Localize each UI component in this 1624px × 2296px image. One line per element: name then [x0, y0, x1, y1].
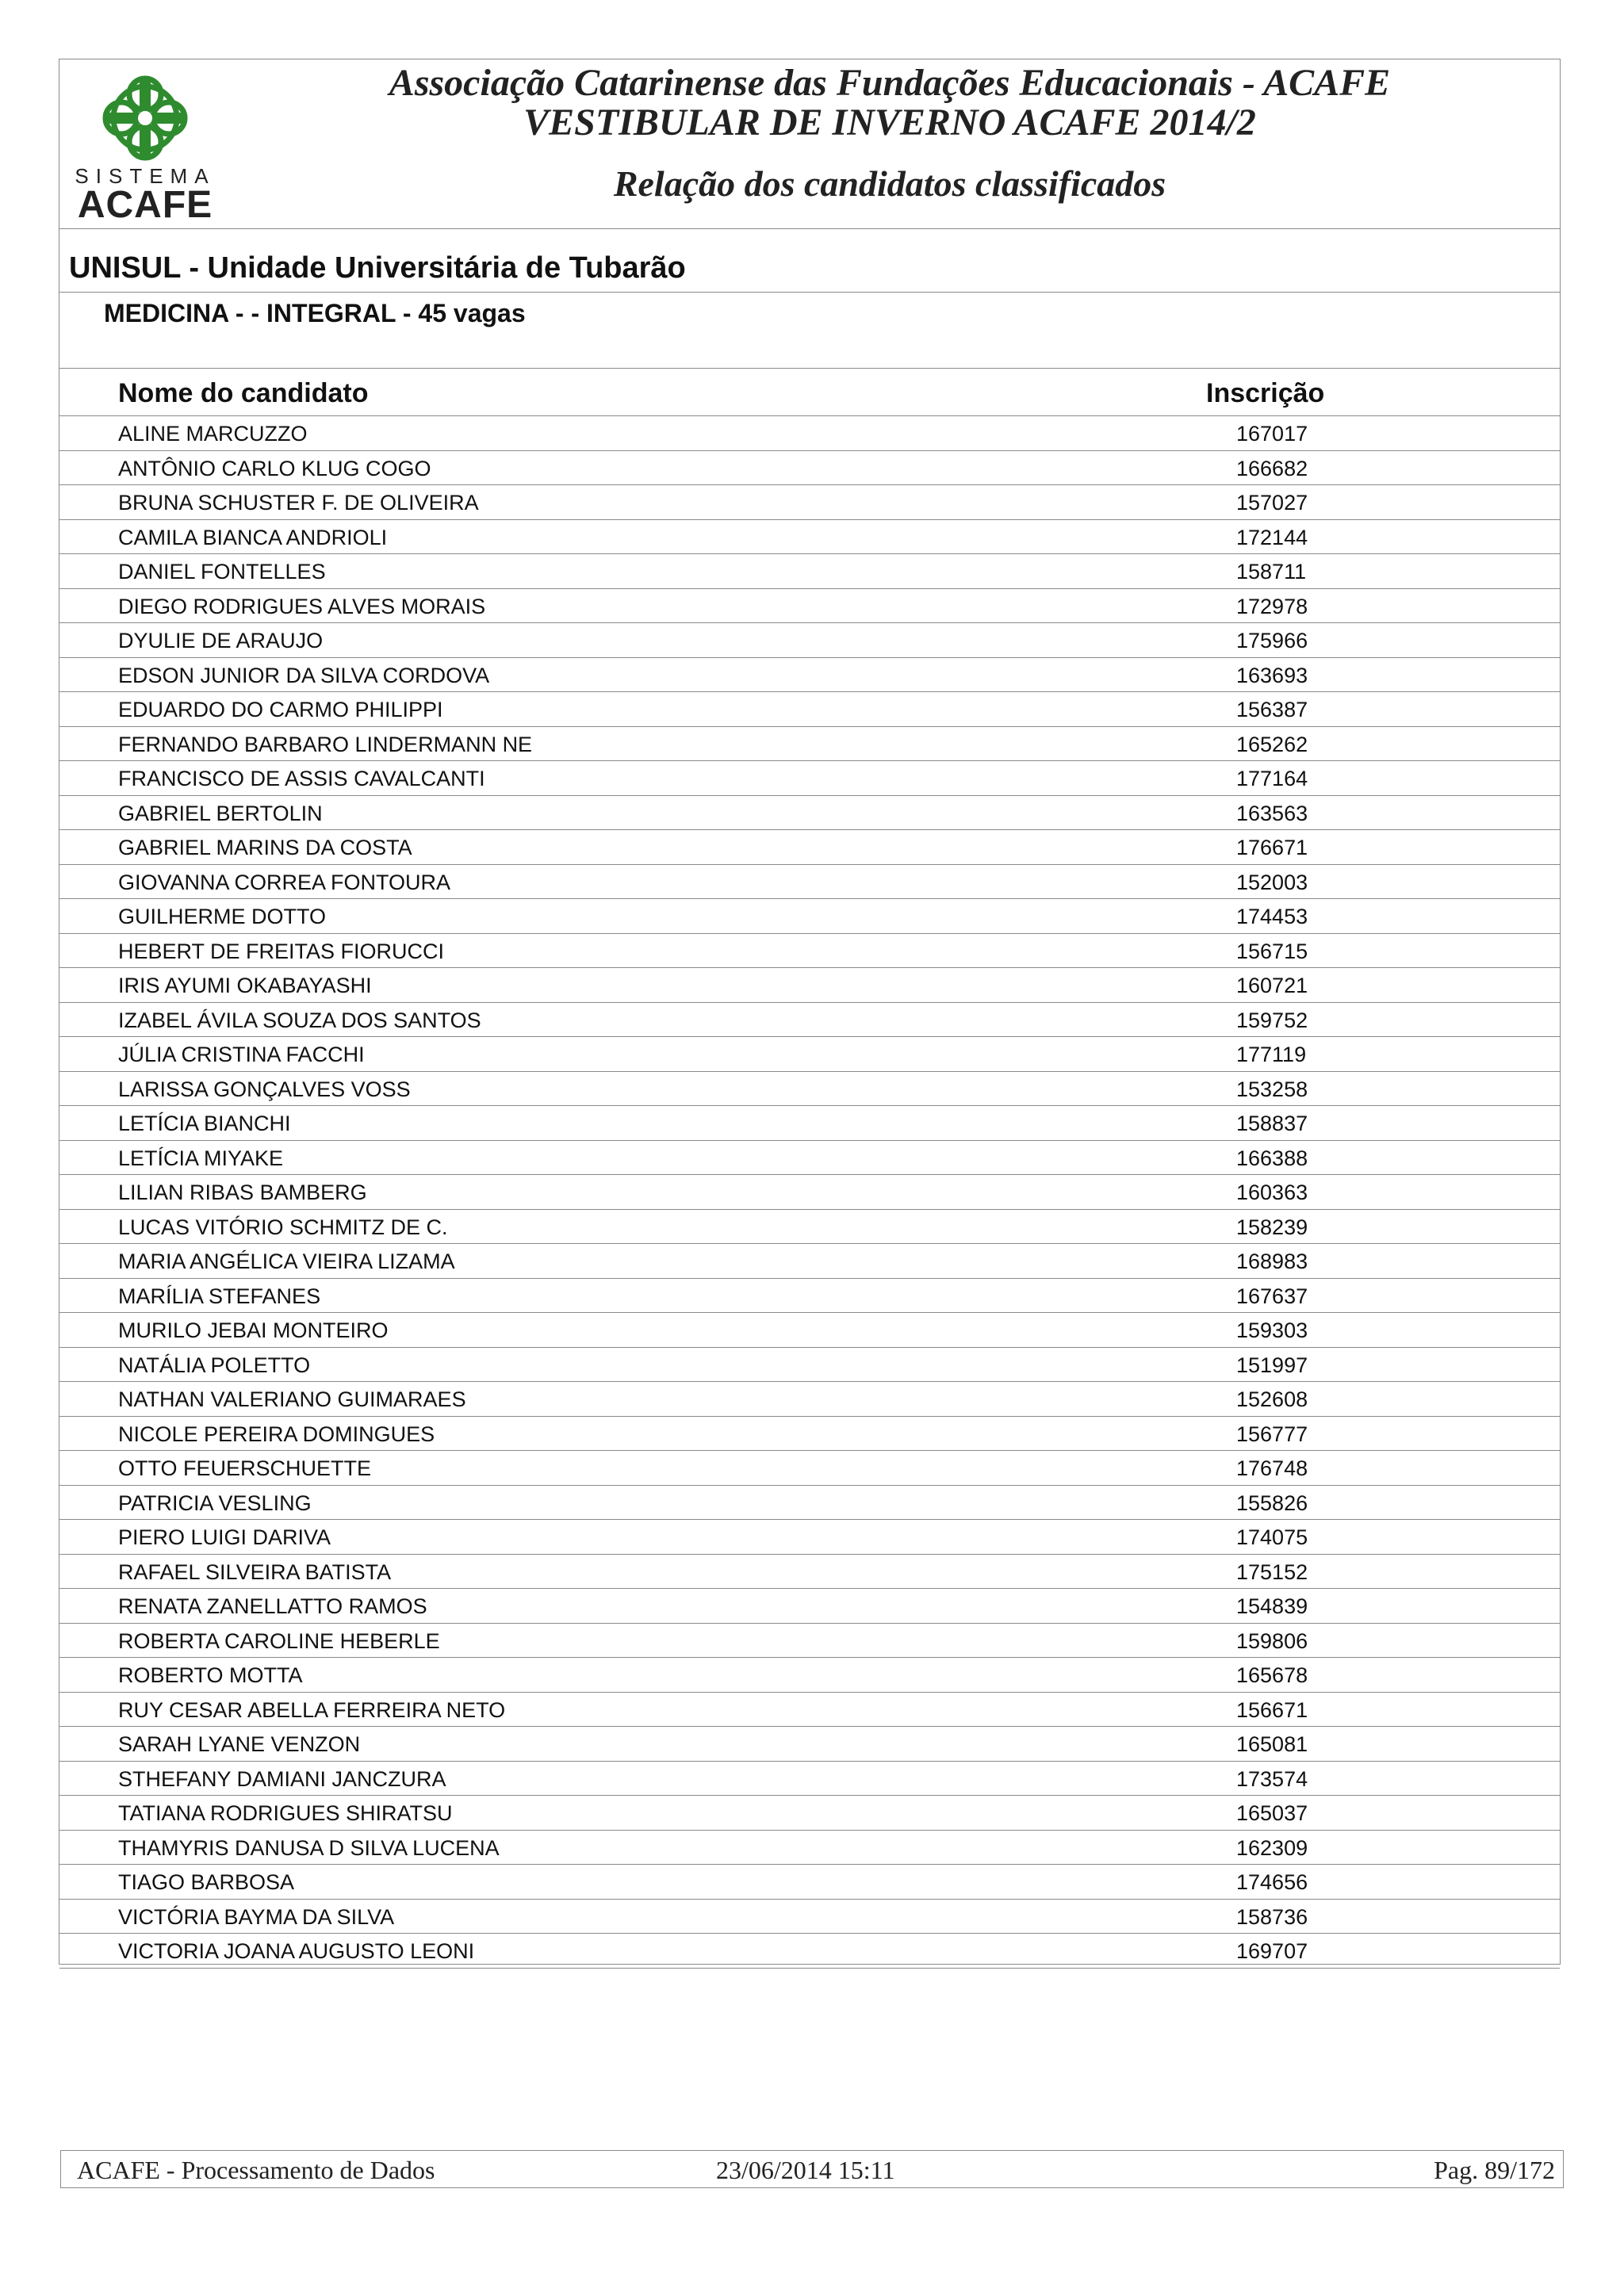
table-row [59, 1313, 1560, 1348]
candidate-inscricao: 176671 [1236, 836, 1308, 859]
candidate-name: JÚLIA CRISTINA FACCHI [118, 1043, 365, 1066]
footer-department: ACAFE - Processamento de Dados [77, 2156, 435, 2184]
candidate-inscricao: 159806 [1236, 1628, 1308, 1653]
footer-page-number: Pag. 89/172 [1434, 2156, 1555, 2184]
table-row [59, 830, 1560, 865]
candidate-name: LUCAS VITÓRIO SCHMITZ DE C. [118, 1215, 448, 1239]
candidate-name: VICTÓRIA BAYMA DA SILVA [118, 1904, 395, 1929]
candidate-inscricao: 163563 [1236, 801, 1308, 825]
candidate-inscricao: 174453 [1236, 905, 1308, 928]
candidate-name: PATRICIA VESLING [118, 1490, 312, 1515]
table-row [59, 1934, 1560, 1969]
candidate-inscricao: 173574 [1236, 1766, 1308, 1791]
candidate-inscricao: 174656 [1236, 1870, 1308, 1894]
candidate-name: RENATA ZANELLATTO RAMOS [118, 1594, 427, 1618]
institution-section [59, 229, 1560, 293]
candidate-inscricao: 174075 [1236, 1525, 1308, 1549]
table-row [59, 1624, 1560, 1659]
candidate-name: ROBERTO MOTTA [118, 1663, 303, 1687]
table-header [59, 369, 1560, 416]
logo-acafe-text: ACAFE [77, 184, 213, 226]
table-row [59, 1175, 1560, 1210]
course-name: MEDICINA - - INTEGRAL - 45 vagas [104, 299, 526, 327]
candidate-inscricao: 152608 [1236, 1387, 1308, 1411]
table-row [59, 416, 1560, 451]
candidate-name: ANTÔNIO CARLO KLUG COGO [118, 456, 431, 480]
table-row [59, 1727, 1560, 1762]
candidate-inscricao: 158837 [1236, 1112, 1308, 1135]
candidate-name: GUILHERME DOTTO [118, 905, 327, 928]
candidate-inscricao: 159303 [1236, 1318, 1308, 1342]
table-row [59, 658, 1560, 693]
candidate-inscricao: 166682 [1236, 456, 1308, 480]
candidate-name: NATÁLIA POLETTO [118, 1353, 311, 1377]
header-organization: Associação Catarinense das Fundações Educacionais - ACAFE [389, 62, 1391, 104]
candidate-name: LILIAN RIBAS BAMBERG [118, 1181, 367, 1204]
logo-sistema-text: SISTEMA [75, 164, 216, 188]
candidate-name: OTTO FEUERSCHUETTE [118, 1456, 372, 1480]
candidate-inscricao: 172978 [1236, 594, 1308, 618]
candidate-inscricao: 168983 [1236, 1249, 1308, 1273]
course-section [59, 293, 1560, 369]
table-row [59, 761, 1560, 796]
candidate-name: HEBERT DE FREITAS FIORUCCI [118, 939, 445, 963]
candidate-inscricao: 156387 [1236, 698, 1308, 721]
candidate-inscricao: 152003 [1236, 870, 1308, 894]
table-row [59, 692, 1560, 727]
candidate-name: RAFAEL SILVEIRA BATISTA [118, 1559, 392, 1584]
table-row [59, 1072, 1560, 1107]
table-row [59, 554, 1560, 589]
table-row [59, 1900, 1560, 1934]
table-row [59, 865, 1560, 900]
candidate-inscricao: 169707 [1236, 1939, 1308, 1963]
candidate-inscricao: 158711 [1236, 560, 1307, 584]
candidate-name: CAMILA BIANCA ANDRIOLI [118, 525, 388, 549]
candidate-name: SARAH LYANE VENZON [118, 1732, 361, 1756]
candidate-inscricao: 151997 [1236, 1353, 1308, 1377]
candidate-name: STHEFANY DAMIANI JANCZURA [118, 1766, 446, 1791]
table-row [59, 899, 1560, 934]
candidate-inscricao: 167637 [1236, 1284, 1308, 1308]
candidate-name: ROBERTA CAROLINE HEBERLE [118, 1628, 440, 1653]
candidate-inscricao: 172144 [1236, 525, 1308, 549]
candidate-name: DIEGO RODRIGUES ALVES MORAIS [118, 594, 486, 618]
candidate-name: GABRIEL MARINS DA COSTA [118, 836, 412, 859]
candidate-name: FERNANDO BARBARO LINDERMANN NE [118, 732, 533, 756]
header-exam-title: VESTIBULAR DE INVERNO ACAFE 2014/2 [523, 101, 1256, 144]
table-row [59, 623, 1560, 658]
table-row [59, 1658, 1560, 1693]
table-row [59, 1037, 1560, 1072]
candidate-inscricao: 159752 [1236, 1008, 1308, 1032]
candidate-inscricao: 156777 [1236, 1422, 1308, 1446]
candidate-inscricao: 165037 [1236, 1801, 1308, 1825]
candidate-name: EDUARDO DO CARMO PHILIPPI [118, 698, 443, 721]
table-row [59, 520, 1560, 555]
candidate-inscricao: 177164 [1236, 767, 1308, 790]
candidate-inscricao: 177119 [1236, 1043, 1307, 1066]
candidate-inscricao: 153258 [1236, 1077, 1308, 1101]
table-row [59, 1451, 1560, 1486]
column-header-name: Nome do candidato [118, 378, 369, 408]
candidate-inscricao: 167017 [1236, 422, 1308, 446]
table-row [59, 485, 1560, 520]
candidate-inscricao: 162309 [1236, 1835, 1308, 1860]
table-row [59, 1555, 1560, 1590]
table-row [59, 1003, 1560, 1038]
table-row [59, 1520, 1560, 1555]
institution-name: UNISUL - Unidade Universitária de Tubarão [69, 251, 686, 285]
candidate-name: DANIEL FONTELLES [118, 560, 326, 584]
table-row [59, 968, 1560, 1003]
table-row [59, 589, 1560, 624]
table-row [59, 796, 1560, 831]
table-row [59, 1417, 1560, 1452]
candidate-name: THAMYRIS DANUSA D SILVA LUCENA [118, 1835, 500, 1860]
candidate-name: LARISSA GONÇALVES VOSS [118, 1077, 411, 1101]
acafe-logo [74, 71, 216, 226]
document-header [59, 59, 1560, 229]
table-row [59, 1589, 1560, 1624]
candidate-name: GABRIEL BERTOLIN [118, 801, 323, 825]
candidate-name: GIOVANNA CORREA FONTOURA [118, 870, 451, 894]
candidate-inscricao: 156715 [1236, 939, 1308, 963]
table-row [59, 1279, 1560, 1314]
candidate-name: EDSON JUNIOR DA SILVA CORDOVA [118, 663, 490, 687]
candidate-name: VICTORIA JOANA AUGUSTO LEONI [118, 1939, 475, 1963]
candidate-name: IZABEL ÁVILA SOUZA DOS SANTOS [118, 1008, 481, 1032]
candidate-table [59, 416, 1560, 1969]
column-header-inscricao: Inscrição [1206, 378, 1325, 408]
footer-timestamp: 23/06/2014 15:11 [716, 2156, 895, 2184]
table-row [59, 1106, 1560, 1141]
candidate-inscricao: 175152 [1236, 1559, 1308, 1584]
candidate-name: LETÍCIA MIYAKE [118, 1146, 284, 1170]
candidate-name: DYULIE DE ARAUJO [118, 629, 324, 652]
candidate-name: PIERO LUIGI DARIVA [118, 1525, 331, 1549]
candidate-inscricao: 156671 [1236, 1697, 1308, 1722]
candidate-name: LETÍCIA BIANCHI [118, 1112, 291, 1135]
candidate-name: MARÍLIA STEFANES [118, 1284, 321, 1308]
candidate-name: IRIS AYUMI OKABAYASHI [118, 974, 372, 997]
acafe-emblem-icon [74, 71, 216, 166]
header-list-title: Relação dos candidatos classificados [613, 163, 1166, 204]
candidate-inscricao: 176748 [1236, 1456, 1308, 1480]
table-row [59, 1865, 1560, 1900]
candidate-name: TIAGO BARBOSA [118, 1870, 295, 1894]
table-row [59, 1831, 1560, 1866]
candidate-inscricao: 160721 [1236, 974, 1308, 997]
candidate-inscricao: 165081 [1236, 1732, 1308, 1756]
candidate-inscricao: 158239 [1236, 1215, 1308, 1239]
candidate-inscricao: 157027 [1236, 491, 1308, 515]
table-row [59, 1348, 1560, 1383]
table-row [59, 1693, 1560, 1728]
page-footer [60, 2150, 1564, 2188]
candidate-name: NICOLE PEREIRA DOMINGUES [118, 1422, 435, 1446]
table-row [59, 1210, 1560, 1245]
candidate-inscricao: 154839 [1236, 1594, 1308, 1618]
table-row [59, 1796, 1560, 1831]
candidate-name: TATIANA RODRIGUES SHIRATSU [118, 1801, 453, 1825]
candidate-name: FRANCISCO DE ASSIS CAVALCANTI [118, 767, 485, 790]
candidate-name: ALINE MARCUZZO [118, 422, 308, 446]
candidate-name: RUY CESAR ABELLA FERREIRA NETO [118, 1697, 506, 1722]
candidate-name: BRUNA SCHUSTER F. DE OLIVEIRA [118, 491, 479, 515]
candidate-inscricao: 165678 [1236, 1663, 1308, 1687]
table-row [59, 934, 1560, 969]
table-row [59, 1382, 1560, 1417]
candidate-inscricao: 160363 [1236, 1181, 1308, 1204]
candidate-inscricao: 158736 [1236, 1904, 1308, 1929]
candidate-inscricao: 165262 [1236, 732, 1308, 756]
table-row [59, 727, 1560, 762]
table-row [59, 1141, 1560, 1176]
candidate-inscricao: 163693 [1236, 663, 1308, 687]
candidate-inscricao: 155826 [1236, 1490, 1308, 1515]
candidate-name: MURILO JEBAI MONTEIRO [118, 1318, 389, 1342]
candidate-name: MARIA ANGÉLICA VIEIRA LIZAMA [118, 1249, 455, 1273]
table-row [59, 1486, 1560, 1521]
table-row [59, 1244, 1560, 1279]
candidate-inscricao: 175966 [1236, 629, 1308, 652]
candidate-name: NATHAN VALERIANO GUIMARAES [118, 1387, 466, 1411]
table-row [59, 451, 1560, 486]
candidate-inscricao: 166388 [1236, 1146, 1308, 1170]
document-frame [59, 59, 1561, 1965]
table-row [59, 1762, 1560, 1797]
